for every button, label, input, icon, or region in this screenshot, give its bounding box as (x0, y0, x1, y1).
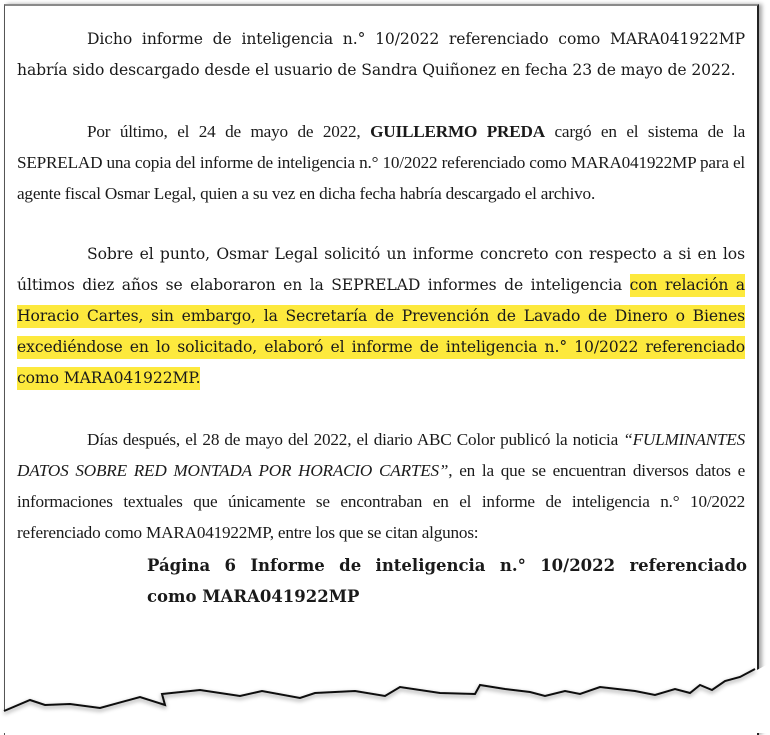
quoted-title-line-2: como MARA041922MP (147, 587, 360, 606)
name-guillermo-preda: GUILLERMO PREDA (370, 122, 545, 141)
paragraph-sandra-download (17, 24, 745, 86)
paragraph-text: Sobre el punto, Osmar Legal solicitó un informe concreto con respecto a si en los últimos diez años se elaboraron en la SEPRELAD informes de inteligencia (17, 245, 745, 294)
highlighted-passage: con relación a Horacio Cartes, sin embargo, la Secretaría de Prevención de Lavado de Dinero o Bienes excediéndose en lo solicitado, elaboró el informe de inteligencia n.° 10/2022 referenciado como MARA041922MP. (17, 274, 745, 390)
paragraph-text: Dicho informe de inteligencia n.° 10/2022 referenciado como MARA041922MP habría sido descargado desde el usuario de Sandra Quiñonez en fecha 23 de mayo de 2022. (17, 30, 745, 79)
document-body (17, 24, 745, 612)
paragraph-preda-upload (17, 116, 745, 209)
torn-paper-edge (0, 663, 770, 733)
paragraph-text: Por último, el 24 de mayo de 2022, (87, 122, 371, 141)
paragraph-text: cargó en el sistema de la SEPRELAD una copia del informe de inteligencia n.° 10/2022 referenciado como MARA041922MP para el agente fiscal Osmar Legal, quien a su vez en dicha fecha habría descargado el archivo. (17, 122, 746, 203)
paragraph-abc-color-news (17, 424, 745, 548)
paragraph-osmar-request (17, 239, 745, 394)
paragraph-text: Días después, el 28 de mayo del 2022, el diario ABC Color publicó la noticia (87, 430, 624, 449)
document-page (4, 4, 759, 735)
news-headline: “FULMINANTES DATOS SOBRE RED MONTADA POR HORACIO CARTES” (17, 430, 745, 480)
paragraph-text: , en la que se encuentran diversos datos e informaciones textuales que únicamente se encontraban en el informe de inteligencia n.° 10/2022 referenciado como MARA041922MP, entre los que se citan algunos: (17, 461, 745, 542)
quoted-section-title (147, 550, 747, 612)
quoted-title-line-1: Página 6 Informe de inteligencia n.° 10/2022 referenciado (147, 556, 747, 575)
